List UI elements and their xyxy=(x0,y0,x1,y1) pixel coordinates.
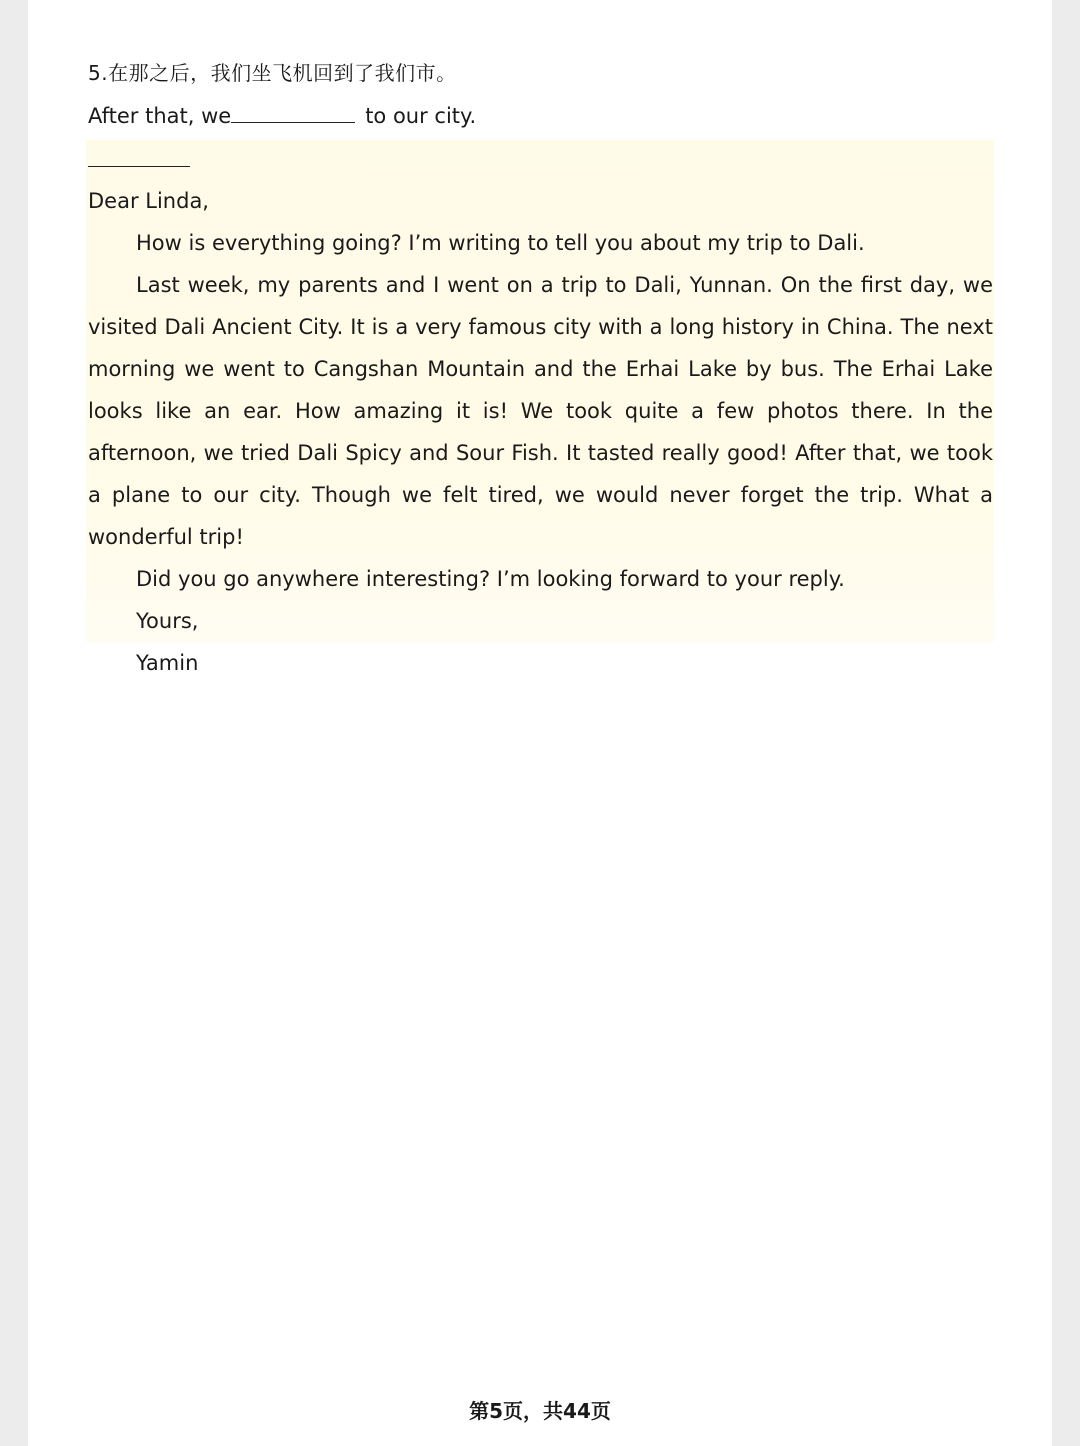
letter-paragraph-2: Last week, my parents and I went on a trip to Dali, Yunnan. On the first day, we visited Dali Ancient City. It is a very famous city with a long history in China. The next morning we went to Cangshan Mountain and the Erhai Lake by bus. The Erhai Lake looks like an ear. How amazing it is! We took quite a few photos there. In the afternoon, we tried Dali Spicy and Sour Fish. It tasted really good! After that, we took a plane to our city. Though we felt tired, we would never forget the trip. What a wonderful trip! xyxy=(88,273,993,549)
question-chinese-prompt: 5.在那之后，我们坐飞机回到了我们市。 xyxy=(88,61,457,85)
question-english-start: After that, we xyxy=(88,104,232,128)
question-english-end: to our city. xyxy=(365,104,477,128)
letter-body xyxy=(88,180,993,684)
letter-closing: Yours, xyxy=(136,609,199,633)
letter-paragraph-1: How is everything going? I’m writing to tell you about my trip to Dali. xyxy=(136,231,865,255)
letter-signature: Yamin xyxy=(136,651,199,675)
answer-blank[interactable] xyxy=(231,100,355,123)
question-english-sentence xyxy=(88,100,476,132)
title-blank-line[interactable] xyxy=(88,166,190,167)
letter-paragraph-3: Did you go anywhere interesting? I’m looking forward to your reply. xyxy=(136,567,845,591)
letter-greeting: Dear Linda, xyxy=(88,189,209,213)
page-number-footer: 第5页，共44页 xyxy=(469,1399,611,1423)
